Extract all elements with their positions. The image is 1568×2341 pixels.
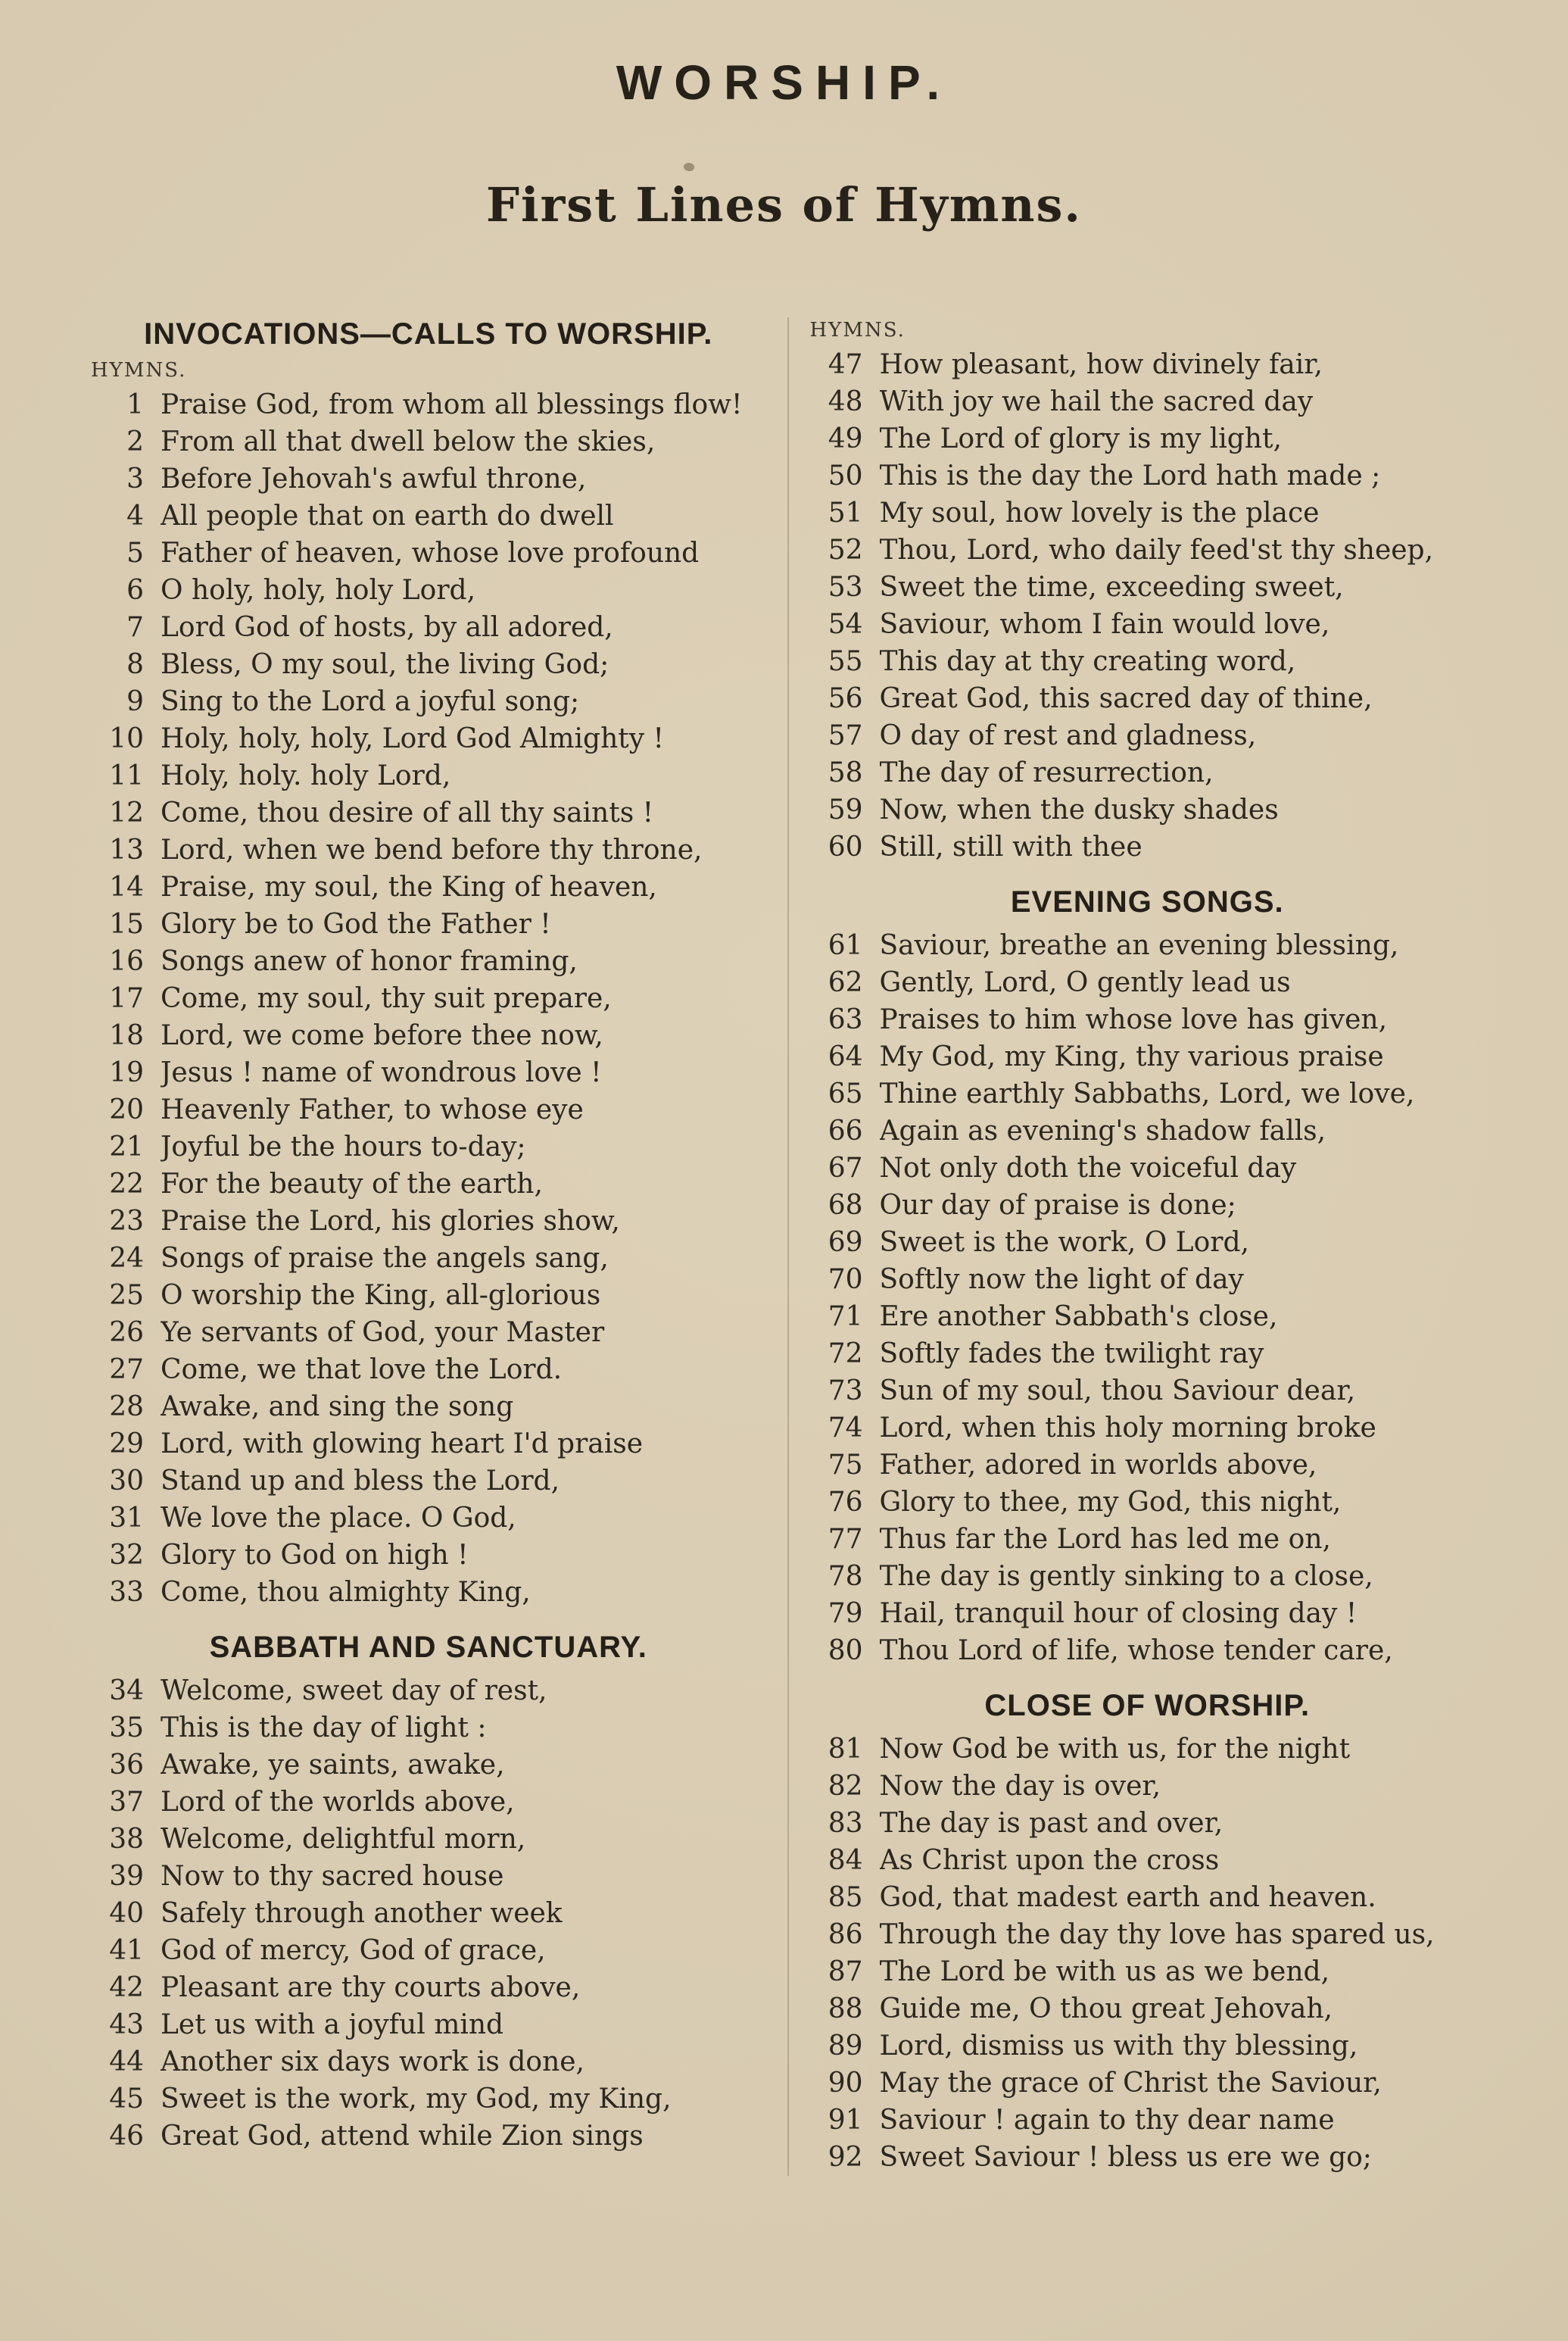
hymn-number: 35 (109, 1712, 144, 1743)
hymn-entry (89, 1537, 768, 1574)
hymn-number: 90 (828, 2068, 863, 2099)
hymn-number: 59 (828, 794, 863, 826)
hymn-number: 9 (126, 686, 144, 717)
hymn-entry (89, 1969, 768, 2006)
hymn-entry (89, 1054, 768, 1091)
hymn-number: 31 (109, 1503, 144, 1534)
hymn-entry (809, 1447, 1487, 1484)
hymn-first-line: May the grace of Christ the Saviour, (879, 2068, 1382, 2099)
hymn-first-line: Gently, Lord, O gently lead us (879, 967, 1291, 998)
hymn-number: 30 (109, 1465, 144, 1497)
hymn-number: 75 (828, 1450, 863, 1481)
hymn-column-2 (787, 317, 1487, 2176)
hymn-number: 49 (828, 423, 863, 454)
hymn-first-line: Great God, attend while Zion sings (161, 2121, 644, 2152)
hymn-first-line: This is the day of light : (161, 1712, 487, 1743)
hymn-number: 76 (828, 1487, 863, 1518)
hymn-first-line: Welcome, sweet day of rest, (161, 1675, 547, 1706)
hymn-number: 81 (828, 1734, 863, 1765)
page-subtitle: First Lines of Hymns. (486, 177, 1082, 233)
hymn-number: 46 (109, 2121, 144, 2152)
section-heading: INVOCATIONS—CALLS TO WORSHIP. (144, 317, 713, 351)
hymn-number: 84 (828, 1845, 863, 1876)
hymn-entry (89, 572, 768, 609)
hymn-first-line: Come, thou desire of all thy saints ! (161, 798, 654, 829)
page-title: WORSHIP. (616, 55, 952, 110)
hymn-entry (809, 1001, 1487, 1038)
hymn-first-line: Songs anew of honor framing, (161, 946, 578, 977)
hymn-entry (89, 757, 768, 794)
hymn-first-line: Sun of my soul, thou Saviour dear, (879, 1375, 1356, 1406)
hymn-number: 83 (828, 1808, 863, 1839)
hymn-number: 10 (109, 723, 144, 754)
hymn-first-line: God, that madest earth and heaven. (879, 1882, 1376, 1913)
hymn-first-line: Praise God, from whom all blessings flow! (161, 389, 743, 420)
hymn-first-line: Come, my soul, thy suit prepare, (161, 983, 612, 1014)
hymn-first-line: Lord God of hosts, by all adored, (161, 612, 613, 643)
hymn-first-line: Lord, we come before thee now, (161, 1020, 603, 1051)
hymn-first-line: Saviour, breathe an evening blessing, (879, 930, 1399, 961)
hymn-first-line: Softly now the light of day (879, 1264, 1244, 1295)
hymn-column-1 (89, 317, 768, 2155)
hymn-first-line: Saviour ! again to thy dear name (879, 2105, 1335, 2136)
hymn-number: 41 (109, 1935, 144, 1966)
hymn-entry (89, 423, 768, 460)
hymn-number: 5 (126, 538, 144, 569)
hymn-entry (809, 1113, 1487, 1150)
hymn-entry (809, 420, 1487, 457)
hymn-entry (809, 1731, 1487, 1768)
hymn-number: 86 (828, 1919, 863, 1950)
hymn-first-line: Saviour, whom I fain would love, (879, 609, 1330, 640)
hymn-first-line: Heavenly Father, to whose eye (161, 1094, 584, 1125)
hymn-entry (89, 1351, 768, 1388)
hymn-number: 67 (828, 1153, 863, 1184)
section-heading: CLOSE OF WORSHIP. (984, 1689, 1311, 1722)
hymn-entry (89, 943, 768, 980)
hymn-number: 45 (109, 2083, 144, 2115)
hymn-first-line: Jesus ! name of wondrous love ! (161, 1057, 602, 1088)
hymn-number: 28 (109, 1391, 144, 1422)
hymn-number: 14 (109, 872, 144, 903)
hymn-number: 58 (828, 757, 863, 788)
hymn-entry (89, 609, 768, 646)
hymn-entry (809, 927, 1487, 964)
hymn-first-line: Glory to God on high ! (161, 1540, 469, 1571)
hymn-first-line: Glory be to God the Father ! (161, 909, 551, 940)
hymn-entry (809, 1916, 1487, 1953)
hymn-entry (89, 646, 768, 683)
hymn-first-line: Softly fades the twilight ray (879, 1338, 1264, 1369)
hymn-number: 78 (828, 1561, 863, 1592)
hymn-entry (89, 2118, 768, 2155)
hymn-number: 2 (126, 426, 144, 457)
hymn-number: 56 (828, 683, 863, 714)
hymn-number: 74 (828, 1412, 863, 1444)
hymn-first-line: Sweet is the work, my God, my King, (161, 2083, 672, 2115)
hymn-first-line: Bless, O my soul, the living God; (161, 649, 609, 680)
hymn-number: 38 (109, 1824, 144, 1855)
hymn-number: 53 (828, 572, 863, 603)
hymn-first-line: Lord, when this holy morning broke (879, 1412, 1376, 1444)
hymn-entry (809, 1990, 1487, 2027)
hymn-entry (89, 1017, 768, 1054)
hymn-entry (89, 1462, 768, 1500)
hymn-number: 55 (828, 646, 863, 677)
hymn-first-line: Glory to thee, my God, this night, (879, 1487, 1342, 1518)
hymns-column-label: HYMNS. (809, 319, 906, 342)
hymn-number: 1 (126, 389, 144, 420)
hymn-entry (809, 457, 1487, 495)
hymn-number: 60 (828, 832, 863, 863)
hymn-first-line: With joy we hail the sacred day (879, 386, 1314, 417)
section-heading: SABBATH AND SANCTUARY. (209, 1631, 647, 1664)
hymn-first-line: Now, when the dusky shades (879, 794, 1279, 826)
hymn-number: 21 (109, 1131, 144, 1163)
hymn-number: 7 (126, 612, 144, 643)
hymn-entry (89, 1858, 768, 1895)
hymn-entry (89, 1166, 768, 1203)
hymn-first-line: Not only doth the voiceful day (879, 1153, 1297, 1184)
hymn-entry (809, 643, 1487, 680)
hymn-index-columns (89, 317, 1486, 2176)
hymn-first-line: Come, we that love the Lord. (161, 1354, 563, 1385)
hymn-entry (89, 1500, 768, 1537)
hymn-entry (809, 1298, 1487, 1335)
hymn-first-line: Holy, holy, holy, Lord God Almighty ! (161, 723, 664, 754)
hymn-first-line: We love the place. O God, (161, 1503, 516, 1534)
hymn-first-line: Great God, this sacred day of thine, (879, 683, 1373, 714)
hymn-entry (89, 832, 768, 869)
hymn-number: 32 (109, 1540, 144, 1571)
hymn-entry (809, 964, 1487, 1001)
hymn-entry (809, 829, 1487, 866)
hymn-entry (809, 1879, 1487, 1916)
hymn-first-line: The Lord be with us as we bend, (879, 1956, 1330, 1987)
hymn-number: 27 (109, 1354, 144, 1385)
hymn-entry (809, 1075, 1487, 1113)
hymn-entry (809, 1558, 1487, 1595)
hymn-entry (89, 1203, 768, 1240)
hymn-entry (89, 1277, 768, 1314)
hymn-number: 48 (828, 386, 863, 417)
hymn-entry (809, 1372, 1487, 1409)
hymn-first-line: Sweet is the work, O Lord, (879, 1227, 1249, 1258)
hymn-number: 77 (828, 1524, 863, 1555)
hymn-first-line: Now God be with us, for the night (879, 1734, 1351, 1765)
hymn-entry (89, 2043, 768, 2080)
hymn-first-line: This is the day the Lord hath made ; (879, 460, 1381, 492)
hymn-number: 23 (109, 1206, 144, 1237)
hymn-entry (89, 1091, 768, 1128)
hymn-first-line: Father, adored in worlds above, (879, 1450, 1317, 1481)
hymn-first-line: Ye servants of God, your Master (161, 1317, 605, 1348)
hymn-entry (809, 1484, 1487, 1521)
hymn-number: 3 (126, 464, 144, 495)
hymn-number: 66 (828, 1116, 863, 1147)
hymn-number: 80 (828, 1635, 863, 1666)
hymn-first-line: Before Jehovah's awful throne, (161, 464, 587, 495)
hymn-number: 71 (828, 1301, 863, 1332)
hymn-number: 24 (109, 1243, 144, 1274)
hymn-number: 12 (109, 798, 144, 829)
hymn-entry (809, 1150, 1487, 1187)
hymn-entry (809, 1768, 1487, 1805)
hymn-entry (809, 1224, 1487, 1261)
hymn-entry (809, 532, 1487, 569)
hymn-first-line: How pleasant, how divinely fair, (879, 349, 1323, 380)
hymn-number: 26 (109, 1317, 144, 1348)
hymn-entry (89, 2006, 768, 2043)
hymn-entry (809, 346, 1487, 383)
hymn-number: 61 (828, 930, 863, 961)
hymn-entry (89, 683, 768, 720)
hymn-first-line: Sing to the Lord a joyful song; (161, 686, 580, 717)
hymn-first-line: Safely through another week (161, 1898, 563, 1929)
hymn-number: 39 (109, 1861, 144, 1892)
hymn-entry (809, 1842, 1487, 1879)
hymn-first-line: Awake, ye saints, awake, (161, 1750, 505, 1781)
hymn-entry (809, 754, 1487, 791)
hymn-first-line: O holy, holy, holy Lord, (161, 575, 476, 606)
hymn-first-line: Let us with a joyful mind (161, 2009, 504, 2040)
hymn-first-line: Praise, my soul, the King of heaven, (161, 872, 657, 903)
hymn-entry (89, 869, 768, 906)
hymn-first-line: Another six days work is done, (161, 2046, 585, 2077)
hymn-first-line: Holy, holy. holy Lord, (161, 760, 451, 791)
hymn-entry (809, 1521, 1487, 1558)
hymn-entry (809, 383, 1487, 420)
hymn-first-line: Songs of praise the angels sang, (161, 1243, 609, 1274)
hymn-first-line: God of mercy, God of grace, (161, 1935, 546, 1966)
hymn-number: 40 (109, 1898, 144, 1929)
hymn-number: 6 (126, 575, 144, 606)
hymn-first-line: The Lord of glory is my light, (879, 423, 1282, 454)
hymn-first-line: For the beauty of the earth, (161, 1169, 543, 1200)
hymn-entry (89, 906, 768, 943)
hymn-first-line: Now to thy sacred house (161, 1861, 504, 1892)
hymn-number: 62 (828, 967, 863, 998)
hymn-number: 82 (828, 1771, 863, 1802)
hymn-number: 63 (828, 1004, 863, 1035)
hymn-number: 8 (126, 649, 144, 680)
hymn-entry (809, 1335, 1487, 1372)
hymn-number: 34 (109, 1675, 144, 1706)
hymn-first-line: My soul, how lovely is the place (879, 498, 1320, 529)
hymn-number: 13 (109, 835, 144, 866)
hymn-number: 85 (828, 1882, 863, 1913)
hymn-first-line: Again as evening's shadow falls, (879, 1116, 1326, 1147)
hymn-number: 91 (828, 2105, 863, 2136)
hymn-first-line: Thine earthly Sabbaths, Lord, we love, (879, 1078, 1415, 1110)
hymn-entry (809, 2102, 1487, 2139)
hymn-number: 33 (109, 1577, 144, 1608)
hymn-number: 54 (828, 609, 863, 640)
hymn-first-line: Now the day is over, (879, 1771, 1161, 1802)
hymn-first-line: Through the day thy love has spared us, (879, 1919, 1435, 1950)
hymn-number: 36 (109, 1750, 144, 1781)
hymn-number: 44 (109, 2046, 144, 2077)
hymn-first-line: Awake, and sing the song (161, 1391, 514, 1422)
hymn-number: 20 (109, 1094, 144, 1125)
hymn-first-line: Our day of praise is done; (879, 1190, 1236, 1221)
hymn-number: 4 (126, 501, 144, 532)
hymn-entry (809, 606, 1487, 643)
hymn-entry (89, 2080, 768, 2118)
hymn-entry (809, 791, 1487, 829)
hymn-entry (809, 1632, 1487, 1669)
hymn-entry (809, 2027, 1487, 2065)
hymn-number: 11 (109, 760, 144, 791)
hymn-number: 89 (828, 2030, 863, 2062)
hymn-number: 51 (828, 498, 863, 529)
hymn-number: 18 (109, 1020, 144, 1051)
hymn-entry (89, 720, 768, 757)
hymn-entry (809, 680, 1487, 717)
hymn-first-line: The day is gently sinking to a close, (879, 1561, 1373, 1592)
hymn-entry (89, 535, 768, 572)
hymn-first-line: Lord, dismiss us with thy blessing, (879, 2030, 1358, 2062)
ink-blemish (683, 161, 696, 173)
hymn-first-line: Lord, when we bend before thy throne, (161, 835, 703, 866)
hymn-number: 15 (109, 909, 144, 940)
hymn-first-line: Thus far the Lord has led me on, (879, 1524, 1331, 1555)
hymn-entry (89, 1932, 768, 1969)
hymn-number: 25 (109, 1280, 144, 1311)
hymn-number: 47 (828, 349, 863, 380)
hymn-first-line: As Christ upon the cross (879, 1845, 1220, 1876)
hymn-first-line: Still, still with thee (879, 832, 1142, 863)
hymn-entry (89, 1314, 768, 1351)
hymn-number: 79 (828, 1598, 863, 1629)
hymn-first-line: O worship the King, all-glorious (161, 1280, 601, 1311)
hymn-entry (809, 717, 1487, 754)
hymn-number: 88 (828, 1993, 863, 2024)
hymn-first-line: Guide me, O thou great Jehovah, (879, 1993, 1333, 2024)
hymn-entry (89, 498, 768, 535)
hymn-number: 22 (109, 1169, 144, 1200)
hymn-entry (89, 1895, 768, 1932)
hymn-entry (809, 1595, 1487, 1632)
hymn-number: 43 (109, 2009, 144, 2040)
hymn-entry (809, 1409, 1487, 1447)
hymn-first-line: Thou, Lord, who daily feed'st thy sheep, (879, 535, 1434, 566)
hymn-entry (809, 1187, 1487, 1224)
section-heading: EVENING SONGS. (1010, 885, 1284, 919)
hymn-first-line: Stand up and bless the Lord, (161, 1465, 560, 1497)
hymn-number: 37 (109, 1787, 144, 1818)
hymn-first-line: Praise the Lord, his glories show, (161, 1206, 620, 1237)
hymn-number: 42 (109, 1972, 144, 2003)
hymn-entry (809, 2065, 1487, 2102)
hymn-entry (809, 569, 1487, 606)
hymn-entry (809, 1261, 1487, 1298)
hymn-entry (89, 1240, 768, 1277)
hymn-number: 69 (828, 1227, 863, 1258)
hymn-entry (89, 1425, 768, 1462)
hymn-entry (809, 1805, 1487, 1842)
hymn-first-line: Father of heaven, whose love profound (161, 538, 700, 569)
hymn-number: 70 (828, 1264, 863, 1295)
hymn-first-line: Thou Lord of life, whose tender care, (879, 1635, 1393, 1666)
hymn-number: 73 (828, 1375, 863, 1406)
hymn-number: 72 (828, 1338, 863, 1369)
hymn-first-line: My God, my King, thy various praise (879, 1041, 1384, 1072)
hymn-first-line: The day is past and over, (879, 1808, 1224, 1839)
hymn-entry (89, 794, 768, 832)
hymn-first-line: Praises to him whose love has given, (879, 1004, 1388, 1035)
hymn-number: 16 (109, 946, 144, 977)
hymn-first-line: Come, thou almighty King, (161, 1577, 531, 1608)
hymn-number: 64 (828, 1041, 863, 1072)
hymn-first-line: From all that dwell below the skies, (161, 426, 656, 457)
hymn-entry (89, 1388, 768, 1425)
hymn-first-line: Ere another Sabbath's close, (879, 1301, 1278, 1332)
hymn-first-line: Hail, tranquil hour of closing day ! (879, 1598, 1358, 1629)
hymn-entry (89, 386, 768, 423)
hymn-first-line: All people that on earth do dwell (161, 501, 614, 532)
hymn-first-line: This day at thy creating word, (879, 646, 1296, 677)
hymn-entry (809, 495, 1487, 532)
hymn-entry (809, 2139, 1487, 2176)
hymn-first-line: Sweet Saviour ! bless us ere we go; (879, 2142, 1372, 2173)
hymn-entry (89, 1574, 768, 1611)
hymn-number: 65 (828, 1078, 863, 1110)
hymn-number: 87 (828, 1956, 863, 1987)
hymn-entry (89, 1821, 768, 1858)
hymn-number: 57 (828, 720, 863, 751)
hymn-entry (89, 980, 768, 1017)
hymn-entry (89, 1709, 768, 1746)
hymn-first-line: The day of resurrection, (879, 757, 1214, 788)
hymn-number: 92 (828, 2142, 863, 2173)
hymn-first-line: Lord, with glowing heart I'd praise (161, 1428, 644, 1459)
hymn-first-line: Sweet the time, exceeding sweet, (879, 572, 1344, 603)
hymn-first-line: Joyful be the hours to-day; (161, 1131, 526, 1163)
hymn-number: 52 (828, 535, 863, 566)
hymn-entry (89, 1784, 768, 1821)
hymn-entry (89, 1672, 768, 1709)
hymn-number: 68 (828, 1190, 863, 1221)
hymn-number: 19 (109, 1057, 144, 1088)
hymn-entry (89, 1128, 768, 1166)
hymn-first-line: Pleasant are thy courts above, (161, 1972, 581, 2003)
hymns-column-label: HYMNS. (91, 359, 187, 382)
hymn-entry (809, 1038, 1487, 1075)
hymn-number: 17 (109, 983, 144, 1014)
hymn-entry (809, 1953, 1487, 1990)
hymn-number: 29 (109, 1428, 144, 1459)
hymn-first-line: Lord of the worlds above, (161, 1787, 515, 1818)
hymn-entry (89, 460, 768, 498)
hymn-first-line: Welcome, delightful morn, (161, 1824, 526, 1855)
hymn-first-line: O day of rest and gladness, (879, 720, 1257, 751)
hymn-entry (89, 1746, 768, 1784)
hymn-number: 50 (828, 460, 863, 492)
